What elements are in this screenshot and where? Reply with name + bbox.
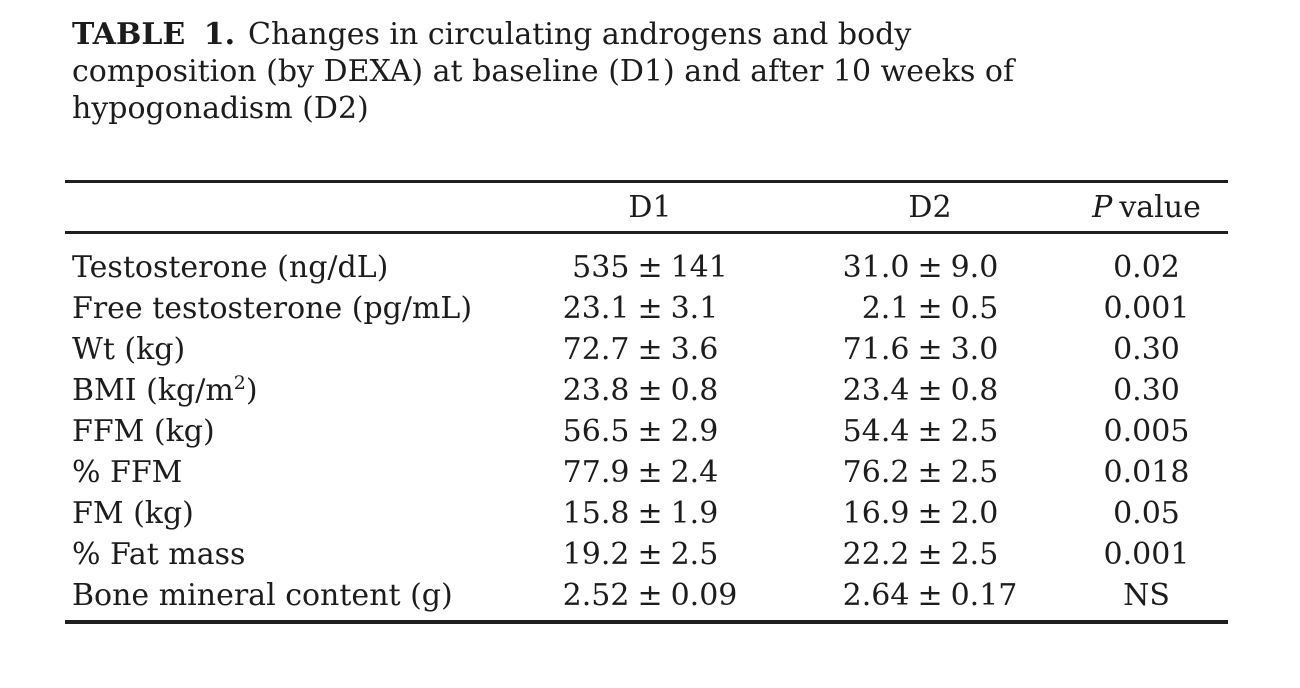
row-label-text: Testosterone (ng/dL) (72, 250, 389, 285)
d1-error: 2.9 (670, 414, 719, 449)
plus-minus-sign: ± (637, 537, 663, 572)
caption-line-2: composition (by DEXA) at baseline (D1) and after 10 weeks of (72, 54, 1015, 89)
plus-minus-sign: ± (637, 414, 663, 449)
p-value-cell: 0.018 (1103, 455, 1190, 490)
d2-error: 2.5 (950, 455, 999, 490)
table-row (65, 575, 1228, 616)
plus-minus-sign: ± (917, 332, 943, 367)
d2-error: 3.0 (950, 332, 999, 367)
d1-cell (505, 250, 795, 285)
d2-cell (795, 373, 1065, 408)
d1-error: 3.6 (670, 332, 719, 367)
d2-value: 2.1 (861, 291, 910, 326)
d2-value: 31.0 (842, 250, 910, 285)
p-value-cell: 0.30 (1113, 373, 1180, 408)
row-label-text: FFM (kg) (72, 414, 215, 449)
d1-error: 0.09 (670, 578, 738, 613)
row-label (65, 291, 505, 326)
d1-cell (505, 537, 795, 572)
row-label (65, 414, 505, 449)
d2-error: 2.0 (950, 496, 999, 531)
table-number: TABLE 1. (72, 17, 236, 52)
caption-line-1 (72, 16, 1014, 53)
d1-error: 2.5 (670, 537, 719, 572)
plus-minus-sign: ± (917, 537, 943, 572)
d2-cell (795, 496, 1065, 531)
d2-error: 0.8 (950, 373, 999, 408)
d1-cell (505, 332, 795, 367)
d2-cell (795, 332, 1065, 367)
row-label (65, 578, 505, 613)
p-value-cell: 0.30 (1113, 332, 1180, 367)
d1-value: 535 (572, 250, 630, 285)
d1-value: 15.8 (562, 496, 630, 531)
table-row (65, 288, 1228, 329)
row-label-text: Bone mineral content (g) (72, 578, 453, 613)
data-table (65, 180, 1228, 624)
row-label-text: Free testosterone (pg/mL) (72, 291, 473, 326)
row-label (65, 496, 505, 531)
d2-error: 2.5 (950, 414, 999, 449)
table-row (65, 329, 1228, 370)
plus-minus-sign: ± (917, 496, 943, 531)
row-label (65, 250, 505, 285)
d2-cell (795, 578, 1065, 613)
d1-cell (505, 414, 795, 449)
p-value-cell: 0.005 (1103, 414, 1190, 449)
row-label-text: % Fat mass (72, 537, 246, 572)
row-label-text: BMI (kg/m (72, 373, 234, 408)
d2-value: 76.2 (842, 455, 910, 490)
table-row (65, 493, 1228, 534)
column-header-d2: D2 (908, 189, 952, 225)
table-row (65, 411, 1228, 452)
p-value-cell: 0.001 (1103, 537, 1190, 572)
d1-value: 72.7 (562, 332, 630, 367)
d2-value: 71.6 (842, 332, 910, 367)
row-label-text: % FFM (72, 455, 183, 490)
d2-cell (795, 250, 1065, 285)
plus-minus-sign: ± (637, 496, 663, 531)
plus-minus-sign: ± (637, 373, 663, 408)
d2-value: 2.64 (842, 578, 910, 613)
plus-minus-sign: ± (917, 373, 943, 408)
row-label (65, 537, 505, 572)
plus-minus-sign: ± (637, 455, 663, 490)
row-label (65, 455, 505, 490)
d1-cell (505, 578, 795, 613)
table-rule-bottom (65, 620, 1228, 624)
d1-cell (505, 291, 795, 326)
d1-cell (505, 373, 795, 408)
plus-minus-sign: ± (637, 332, 663, 367)
d1-cell (505, 496, 795, 531)
d2-error: 0.5 (950, 291, 999, 326)
d1-value: 23.1 (562, 291, 630, 326)
p-rest: value (1119, 189, 1201, 225)
d2-cell (795, 414, 1065, 449)
d1-error: 141 (670, 250, 728, 285)
plus-minus-sign: ± (637, 250, 663, 285)
plus-minus-sign: ± (917, 250, 943, 285)
d2-error: 0.17 (950, 578, 1018, 613)
row-label-sup: 2 (233, 372, 246, 394)
d2-cell (795, 291, 1065, 326)
row-label-text: Wt (kg) (72, 332, 186, 367)
table-row (65, 452, 1228, 493)
caption-text-1: Changes in circulating androgens and body (248, 17, 912, 52)
row-label-text: FM (kg) (72, 496, 194, 531)
d1-value: 2.52 (562, 578, 630, 613)
d1-cell (505, 455, 795, 490)
caption-line-3: hypogonadism (D2) (72, 91, 369, 126)
plus-minus-sign: ± (917, 414, 943, 449)
d1-error: 1.9 (670, 496, 719, 531)
p-italic: P (1092, 189, 1113, 225)
d1-value: 77.9 (562, 455, 630, 490)
row-label-post: ) (245, 373, 258, 408)
d2-value: 16.9 (842, 496, 910, 531)
table-caption (72, 16, 1014, 127)
column-header-p-value (1065, 190, 1228, 225)
plus-minus-sign: ± (917, 291, 943, 326)
table-row (65, 247, 1228, 288)
plus-minus-sign: ± (637, 291, 663, 326)
column-header-d1: D1 (628, 189, 672, 225)
d2-value: 22.2 (842, 537, 910, 572)
p-value-cell: 0.05 (1113, 496, 1180, 531)
d1-error: 3.1 (670, 291, 719, 326)
row-label (65, 373, 505, 408)
table-row (65, 534, 1228, 575)
d2-error: 9.0 (950, 250, 999, 285)
table-row (65, 370, 1228, 411)
table-header-row (65, 183, 1228, 231)
d2-cell (795, 537, 1065, 572)
d1-error: 2.4 (670, 455, 719, 490)
d2-error: 2.5 (950, 537, 999, 572)
d1-value: 56.5 (562, 414, 630, 449)
d1-value: 19.2 (562, 537, 630, 572)
d2-value: 23.4 (842, 373, 910, 408)
plus-minus-sign: ± (917, 455, 943, 490)
d1-error: 0.8 (670, 373, 719, 408)
d2-cell (795, 455, 1065, 490)
d1-value: 23.8 (562, 373, 630, 408)
d2-value: 54.4 (842, 414, 910, 449)
plus-minus-sign: ± (917, 578, 943, 613)
p-value-cell: 0.001 (1103, 291, 1190, 326)
plus-minus-sign: ± (637, 578, 663, 613)
table-body (65, 234, 1228, 620)
p-value-cell: NS (1123, 578, 1170, 613)
p-value-cell: 0.02 (1113, 250, 1180, 285)
row-label (65, 332, 505, 367)
